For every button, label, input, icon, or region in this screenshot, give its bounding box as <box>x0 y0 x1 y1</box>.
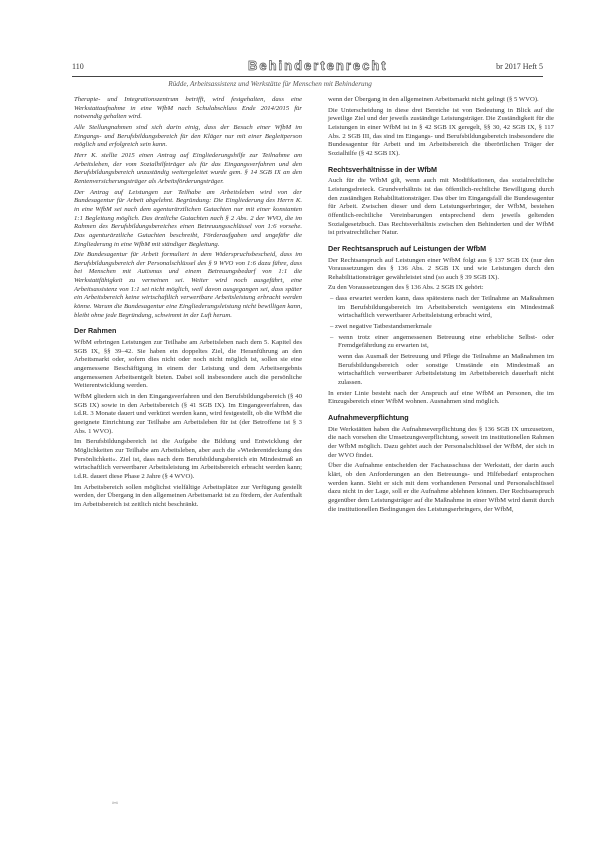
right-column <box>328 96 554 516</box>
paragraph: Der Antrag auf Leistungen zur Teilhabe am Arbeitsleben wird von der Bundesagentur für Arbeit abgelehnt. Begründung: Die Eingliederung des Herrn K. in eine WfbM sei nach dem agenturärztlichen Gutachten nur mit einer konstanten 1:1 Begleitung möglich. Das ärztliche Gutachten nach § 2 Abs. 2 der WVO, die im Rahmen des Berufsbildungsbereiches einen Betreuungsschlüssel von 1:6 vorsehe. Das agenturärztliche Gutachten beschreibt, Förderaufgaben und ungefähr die Eingliederung in eine WfbM mit ständiger Begleitung. <box>74 188 302 248</box>
page-number: 110 <box>72 62 84 71</box>
list-item: – dass erwartet werden kann, dass spätestens nach der Teilnahme an Maßnahmen im Berufsbildungsbereich im Arbeitsbereich wenigstens ein Mindestmaß wirtschaftlich verwertbarer Arbeitsleistung erbracht wird, <box>330 295 554 320</box>
paragraph: Therapie- und Integrationszentrum betrifft, wird festgehalten, dass eine Werkstattaufnahme in eine WfbM nach Schulabschluss Ende 2014/2015 für notwendig gehalten wird. <box>74 96 302 121</box>
paragraph: Der Rechtsanspruch auf Leistungen einer WfbM folgt aus § 137 SGB IX (nur den Voraussetzungen des § 136 Abs. 2 SGB IX und wie Leistungen durch den Rehabilitationsträger gewährleistet sind (so auch § 39 SGB IX). <box>328 256 554 281</box>
paragraph: Herr K. stellte 2015 einen Antrag auf Eingliederungshilfe zur Teilnahme am Arbeitsleben, der vom Sozialhilfeträger als für das Eingangsverfahren und den Berufsbildungsbereich unzuständig weitergeleitet wurde gem. § 14 SGB IX an den Rentenversicherungsträger als Arbeitsförderungsträger. <box>74 151 302 185</box>
paragraph: Alle Stellungnahmen sind sich darin einig, dass der Besuch einer WfbM im Eingangs- und Berufsbildungsbereich für den Kläger nur mit einer Begleitperson möglich und erfolgreich sein kann. <box>74 123 302 149</box>
paragraph: Über die Aufnahme entscheiden der Fachausschuss der Werkstatt, der darin auch klärt, ob den Anforderungen an den Betreuungs- und Hilfebedarf entsprochen werden kann. Sieht er sich mit dem vorhandenen Personal und Personalschlüssel dazu nicht in der Lage, soll er die Aufnahme ablehnen können. Der Rechtsanspruch gegenüber dem Leistungsträger auf die Maßnahme in einer WfbM wird damit durch die institutionellen Bedingungen des Leistungserbringers, der WfbM, <box>328 462 554 513</box>
margin-mark: »« <box>112 800 118 806</box>
paragraph: WfbM erbringen Leistungen zur Teilhabe am Arbeitsleben nach dem 5. Kapitel des SGB IX, §§ 39–42. Sie haben ein doppeltes Ziel, die Heranführung an den Arbeitsmarkt oder, sofern dies nicht oder noch nicht möglich ist, sollen sie eine angemessene Beschäftigung in einem der Leistung und dem Arbeitsergebnis angemessenen Arbeitsentgelt bieten. Dabei soll insbesondere auch die persönliche Weiterentwicklung werden. <box>74 339 302 390</box>
left-column <box>74 96 302 512</box>
list-item: – zwei negative Tatbestandsmerkmale <box>330 323 432 331</box>
list-item: – wenn trotz einer angemessenen Betreuung eine erhebliche Selbst- oder Fremdgefährdung zu erwarten ist, <box>330 333 555 350</box>
paragraph: In erster Linie besteht nach der Anspruch auf eine WfbM an Personen, die im Einzugsbereich einer WfbM wohnen. Ausnahmen sind möglich. <box>328 389 554 406</box>
issue-label: br 2017 Heft 5 <box>496 62 543 71</box>
paragraph: Im Arbeitsbereich sollen möglichst vielfältige Arbeitsplätze zur Verfügung gestellt werden, der Übergang in den allgemeinen Arbeitsmarkt ist zu fördern, der Aufenthalt im Arbeitsbereich ist zeitlich nicht beschränkt. <box>74 483 302 508</box>
paragraph: Zu den Voraussetzungen des § 136 Abs. 2 SGB IX gehört: <box>328 284 484 292</box>
section-heading: Der Rahmen <box>74 326 117 336</box>
paragraph: WfbM gliedern sich in den Eingangsverfahren und den Berufsbildungsbereich (§ 40 SGB IX) sowie in den Arbeitsbereich (§ 41 SGB IX). Im Eingangsverfahren, das i.d.R. 3 Monate dauert und verkürzt werden kann, wird festgestellt, ob die WfbM die geeignete Einrichtung zur Teilhabe am Arbeitsleben für ist (der Betroffene ist § 3 Abs. 1 WVO). <box>74 393 302 435</box>
section-heading: Aufnahmeverpflichtung <box>328 413 409 422</box>
paragraph: Auch für die WfbM gilt, wenn auch mit Modifikationen, das sozialrechtliche Leistungsdreieck. Grundverhältnis ist das öffentlich-rechtliche Bewilligung durch den zuständigen Rehabilitationsträger. Das über im Eingangsfall die Bundesagentur für Arbeit. Zwischen dieser und dem Leistungserbringer, der WfbM, bestehen öffentlich-rechtliche Vereinbarungen entsprechend dem jeweils geltenden Sozialgesetzbuch. Das Rechtsverhältnis zwischen den Behinderten und der WfbM ist privatrechtlicher Natur. <box>328 177 554 237</box>
journal-logo: Behindertenrecht <box>248 58 388 73</box>
paragraph: Die Unterscheidung in diese drei Bereiche ist von Bedeutung in Blick auf die jeweilige Ziel und der jeweils zuständige Leistungsträger. Die Zuständigkeit für die Leistungen in einer WfbM ist in § 42 SGB IX geregelt, §§ 30, 42 SGB IX, § 117 Abs. 2 SGB III, das sind im Eingangs- und Berufsbildungsbereich insbesondere die Bundesagentur für Arbeit und im Arbeitsbereich die überörtlichen Träger der Sozialhilfe (§ 42 SGB IX). <box>328 106 554 157</box>
paragraph: Die Werkstätten haben die Aufnahmeverpflichtung des § 136 SGB IX umzusetzen, die nach vorsehen die Umsetzungsverpflichtung, soweit im institutionellen Rahmen der WfbM möglich. Dazu gehört auch der Personalschlüssel der WfbM, der sich in der WVO findet. <box>328 425 554 459</box>
article-subtitle: Rüdde, Arbeitsassistenz und Werkstätte für Menschen mit Behinderung <box>168 80 372 88</box>
paragraph: Im Berufsbildungsbereich ist die Aufgabe die Bildung und Entwicklung der Möglichkeiten zur Teilhabe am Arbeitsleben, aber auch die »Wiederentdeckung des Persönlichkeit«. Ziel ist, dass nach dem Berufsbildungsbereich ein Mindestmaß an wirtschaftlich verwertbarer Arbeitsleistung im Arbeitsbereich erbracht werden kann; i.d.R. dauert diese Phase 2 Jahre (§ 4 WVO). <box>74 438 302 480</box>
paragraph: wenn der Übergang in den allgemeinen Arbeitsmarkt nicht gelingt (§ 5 WVO). <box>328 96 539 103</box>
running-header <box>72 60 543 77</box>
section-heading: Der Rechtsanspruch auf Leistungen der WfbM <box>328 243 487 253</box>
paragraph: Die Bundesagentur für Arbeit formuliert in dem Widerspruchsbescheid, dass im Berufsbildungsbereich der Personalschlüssel des § 9 WVO von 1:6 dazu führe, dass bei Menschen mit Autismus und einem Betreuungsbedarf von 1:1 die Werkstattfähigkeit zu verneinen sei. Weiter wird noch ausgeführt, eine Arbeitsassistenz von 1:1 sei nicht möglich, weil davon ausgegangen sei, dass später ein Arbeitsbereich keine wirtschaftlich verwertbare Arbeitsleistung erbracht werden könne. Warum die Bundesagentur eine Eingliederungsleistung nicht bewilligen kann, bleibt ohne jede Begründung, schwimmt in der Luft herum. <box>74 251 302 319</box>
section-heading: Rechtsverhältnisse in der WfbM <box>328 164 438 174</box>
list-item: wenn das Ausmaß der Betreuung und Pflege die Teilnahme an Maßnahmen im Berufsbildungsbereich oder sonstige Umstände ein Mindestmaß an wirtschaftlich verwertbarer Arbeitsleistung im Arbeitsbereich dauerhaft nicht zulassen. <box>338 353 554 387</box>
